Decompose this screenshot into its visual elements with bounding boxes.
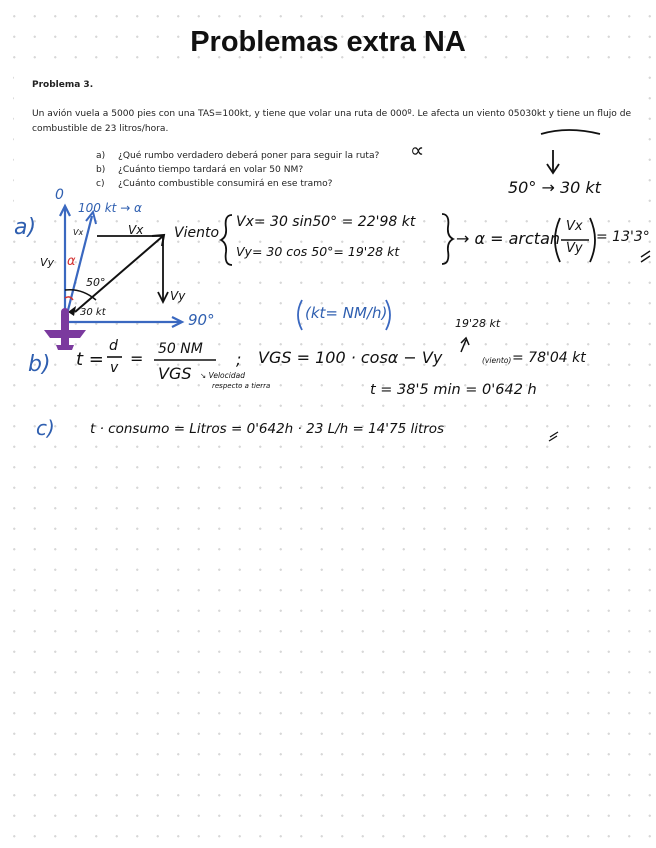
right-paren bbox=[590, 218, 595, 262]
distance-symbol: d bbox=[109, 338, 118, 354]
vgs-note-1: ↘ Velocidad bbox=[200, 371, 245, 380]
time-equation-start: t = bbox=[76, 349, 104, 370]
question-letter: c) bbox=[96, 179, 105, 189]
vgs-symbol: VGS bbox=[158, 364, 192, 383]
north-label: 0 bbox=[55, 187, 64, 203]
result-mark bbox=[641, 251, 650, 262]
question-text: ¿Cuánto combustible consumirá en ese tramo? bbox=[118, 179, 333, 189]
question-text: ¿Cuánto tiempo tardará en volar 50 NM? bbox=[118, 165, 304, 175]
alpha-equation: → α = arctan bbox=[456, 229, 561, 248]
units-note: (kt= NM/h) bbox=[305, 304, 388, 322]
wind-word: Viento bbox=[174, 225, 220, 241]
alpha-mark: ∝ bbox=[410, 138, 425, 162]
vgs-equation: VGS = 100 · cosα − Vy bbox=[258, 348, 443, 367]
part-a-label: a) bbox=[14, 215, 37, 240]
vy-left-label: Vy bbox=[40, 256, 55, 269]
wind-arc bbox=[541, 130, 600, 134]
vgs-wind-note: (viento) bbox=[482, 356, 512, 365]
wind-speed-label: 30 kt bbox=[80, 307, 106, 318]
question-letter: a) bbox=[96, 151, 106, 161]
distance-value: 50 NM bbox=[158, 341, 203, 357]
fuel-equation: t · consumo = Litros = 0'642h · 23 L/h = 14'75 litros bbox=[90, 421, 445, 437]
separator: ; bbox=[236, 350, 242, 369]
angle-label: 50° bbox=[86, 276, 106, 289]
part-b-label: b) bbox=[28, 352, 51, 377]
vy-note: 19'28 kt bbox=[455, 317, 501, 330]
alpha-label: α bbox=[67, 254, 76, 269]
problem-heading: Problema 3. bbox=[32, 80, 94, 90]
wind-label: 50° → 30 kt bbox=[508, 178, 601, 197]
question-letter: b) bbox=[96, 165, 106, 175]
alpha-result: = 13'3° bbox=[596, 229, 650, 245]
east-label: 90° bbox=[188, 311, 215, 329]
vx-small-label: Vx bbox=[73, 228, 84, 237]
problem-statement: Un avión vuela a 5000 pies con una TAS=100kt, y tiene que volar una ruta de 000º. Le afecta un viento 05030kt y tiene un flujo de combustible de 23 litros/hora. bbox=[32, 109, 632, 134]
fraction-denominator: Vy bbox=[566, 241, 583, 256]
wind-vector bbox=[75, 236, 163, 312]
vy-equation: Vy= 30 cos 50°= 19'28 kt bbox=[236, 244, 400, 259]
part-c-label: c) bbox=[36, 416, 55, 440]
vy-label: Vy bbox=[170, 289, 186, 303]
vx-equation: Vx= 30 sin50° = 22'98 kt bbox=[236, 214, 416, 230]
right-brace bbox=[442, 214, 453, 264]
vgs-result: = 78'04 kt bbox=[512, 350, 586, 366]
units-paren-left bbox=[298, 300, 302, 330]
velocity-symbol: v bbox=[110, 360, 119, 376]
left-brace bbox=[221, 215, 232, 265]
page-title: Problemas extra NA bbox=[190, 26, 466, 58]
fraction-numerator: Vx bbox=[566, 219, 583, 234]
c-result-mark bbox=[549, 432, 558, 441]
tas-label: 100 kt → α bbox=[78, 201, 142, 215]
vgs-note-2: respecto a tierra bbox=[212, 382, 271, 390]
equals-sign: = bbox=[130, 349, 144, 368]
question-text: ¿Qué rumbo verdadero deberá poner para seguir la ruta? bbox=[118, 151, 380, 161]
vx-label: Vx bbox=[128, 223, 144, 237]
time-result: t = 38'5 min = 0'642 h bbox=[370, 382, 537, 398]
